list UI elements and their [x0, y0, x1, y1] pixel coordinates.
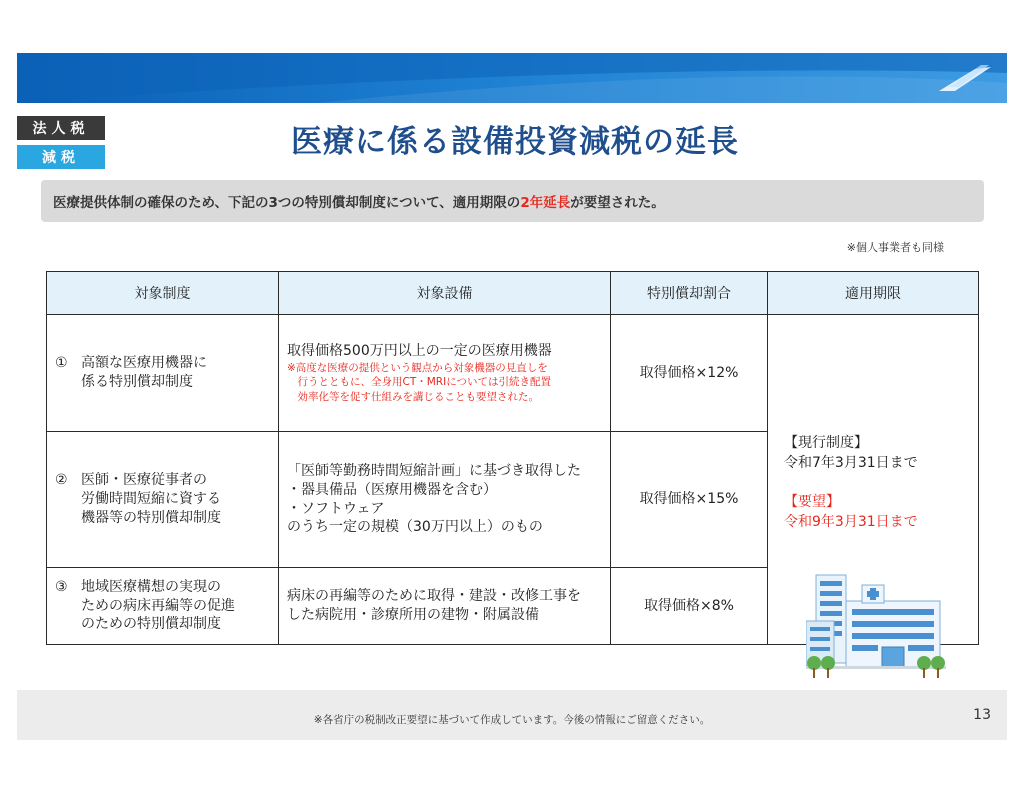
banner-sweep [17, 53, 1007, 103]
system-line: のための特別償却制度 [81, 616, 221, 633]
equipment-line: ・器具備品（医療用機器を含む） [287, 481, 497, 498]
summary-text-before: 医療提供体制の確保のため、下記の3つの特別償却制度について、適用期限の [53, 195, 521, 211]
page-title: 医療に係る設備投資減税の延長 [291, 124, 739, 160]
footer-bar [17, 690, 1007, 740]
equipment-note-line: 行うとともに、全身用CT・MRIについては引続き配置 [287, 376, 551, 389]
system-line: ための病床再編等の促進 [81, 597, 235, 614]
equipment-line: のうち一定の規模（30万円以上）のもの [287, 519, 543, 536]
corporate-tax-tag: 法人税 [17, 116, 105, 140]
system-line: 係る特別償却制度 [81, 374, 193, 390]
header-banner [17, 53, 1007, 103]
request-label: 【要望】 [784, 493, 840, 510]
request-date: 令和9年3月31日まで [784, 513, 918, 530]
system-line: 地域医療構想の実現の [81, 578, 221, 595]
table-row [47, 315, 979, 432]
sole-proprietor-note: ※個人事業者も同様 [846, 241, 944, 254]
page-number: 13 [973, 707, 991, 723]
hospital-building-icon [806, 573, 946, 683]
system-line: 医師・医療従事者の [81, 472, 207, 489]
summary-highlight: 2年延長 [520, 195, 571, 211]
row-number: ② [55, 472, 68, 489]
period-cell [768, 315, 979, 645]
tax-cut-tag: 減税 [17, 145, 105, 169]
system-cell [47, 568, 279, 645]
equipment-cell [279, 568, 611, 645]
header-period: 適用期限 [768, 272, 979, 315]
system-cell [47, 432, 279, 568]
rate-cell: 取得価格×12% [611, 315, 768, 432]
row-number: ③ [55, 578, 68, 595]
system-line: 高額な医療用機器に [81, 355, 207, 372]
summary-box [41, 180, 984, 222]
equipment-line: した病院用・診療所用の建物・附属設備 [287, 607, 539, 623]
equipment-line: 病床の再編等のために取得・建設・改修工事を [287, 588, 581, 605]
table-header-row [47, 272, 979, 315]
equipment-line: 取得価格500万円以上の一定の医療用機器 [287, 342, 552, 359]
header-system: 対象制度 [47, 272, 279, 315]
equipment-note-line: 効率化等を促す仕組みを講じることも要望された。 [287, 390, 539, 403]
system-line: 労働時間短縮に資する [81, 491, 221, 508]
current-system-label: 【現行制度】 [784, 435, 868, 451]
depreciation-table [46, 271, 979, 645]
banner-logo-icon [935, 61, 995, 95]
row-number: ① [55, 355, 68, 372]
equipment-cell [279, 432, 611, 568]
equipment-line: 「医師等勤務時間短縮計画」に基づき取得した [287, 462, 581, 479]
header-rate: 特別償却割合 [611, 272, 768, 315]
summary-text-after: が要望された。 [570, 195, 665, 211]
period-text [784, 433, 918, 532]
footer-note: ※各省庁の税制改正要望に基づいて作成しています。今後の情報にご留意ください。 [313, 714, 711, 726]
header-equipment: 対象設備 [279, 272, 611, 315]
current-system-date: 令和7年3月31日まで [784, 455, 918, 472]
system-line: 機器等の特別償却制度 [81, 509, 221, 526]
equipment-cell [279, 315, 611, 432]
system-cell [47, 315, 279, 432]
rate-cell: 取得価格×15% [611, 432, 768, 568]
rate-cell: 取得価格×8% [611, 568, 768, 645]
equipment-note-line: ※高度な医療の提供という観点から対象機器の見直しを [287, 361, 548, 374]
equipment-line: ・ソフトウェア [287, 500, 385, 517]
